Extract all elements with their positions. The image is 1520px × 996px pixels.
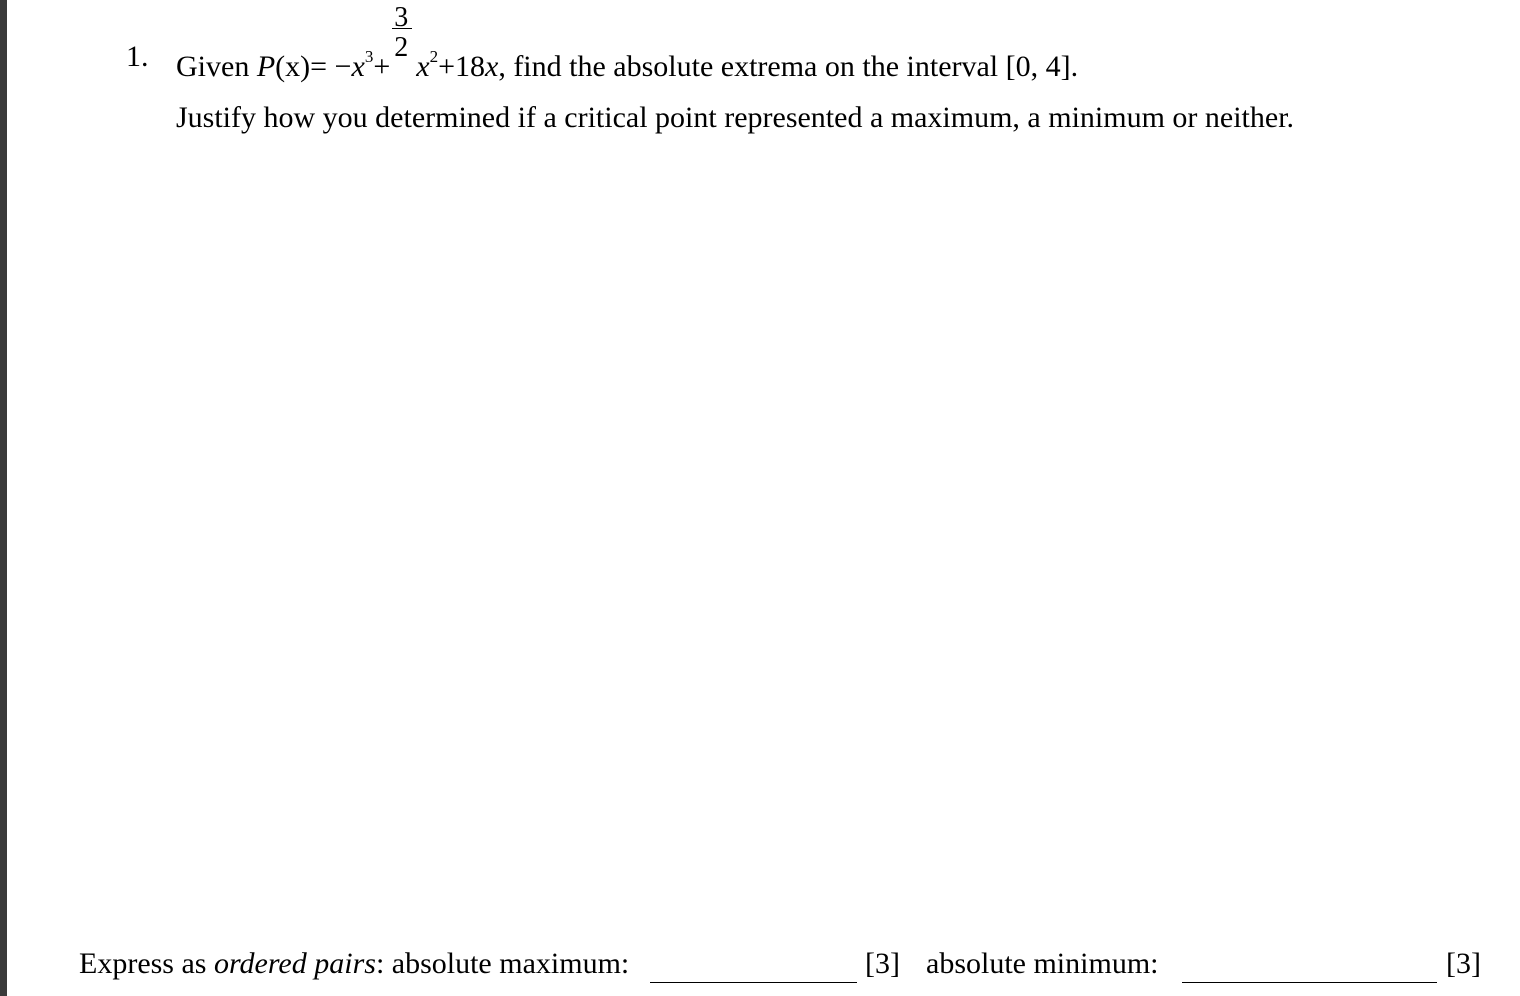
answer-instruction [79, 947, 629, 981]
fraction-numerator: 3 [394, 2, 409, 33]
absolute-maximum-label: : absolute maximum: [375, 947, 630, 980]
function-name: P [256, 50, 276, 83]
function-argument: (x) [275, 50, 311, 83]
absolute-maximum-answer-blank[interactable] [650, 982, 857, 983]
given-word: Given [176, 50, 250, 83]
equals-minus: = − [310, 50, 352, 83]
express-as-label: Express as [79, 947, 214, 980]
max-points: [3] [865, 947, 900, 980]
fraction-denominator: 2 [394, 32, 409, 63]
min-points: [3] [1446, 947, 1481, 980]
prompt-rest: , find the absolute extrema on the interval [0, 4]. [498, 50, 1079, 83]
fraction-three-halves [392, 2, 414, 76]
window-edge-bar [0, 0, 7, 996]
plus-sign: + [373, 50, 391, 83]
fraction-bar [392, 28, 412, 29]
justify-instruction: Justify how you determined if a critical point represented a maximum, a minimum or neither. [176, 101, 1295, 134]
term-x: x [484, 50, 499, 83]
absolute-minimum-label: absolute minimum: [926, 947, 1159, 980]
term-x-cubed: x [351, 50, 365, 83]
exponent-3: 3 [364, 47, 374, 66]
ordered-pairs-label: ordered pairs [213, 947, 376, 980]
question-number: 1. [126, 40, 149, 73]
absolute-minimum-answer-blank[interactable] [1182, 982, 1437, 983]
question-prompt [176, 2, 1079, 84]
term-x-squared: x [416, 50, 430, 83]
plus-eighteen: +18 [438, 50, 485, 83]
exponent-2: 2 [429, 47, 439, 66]
